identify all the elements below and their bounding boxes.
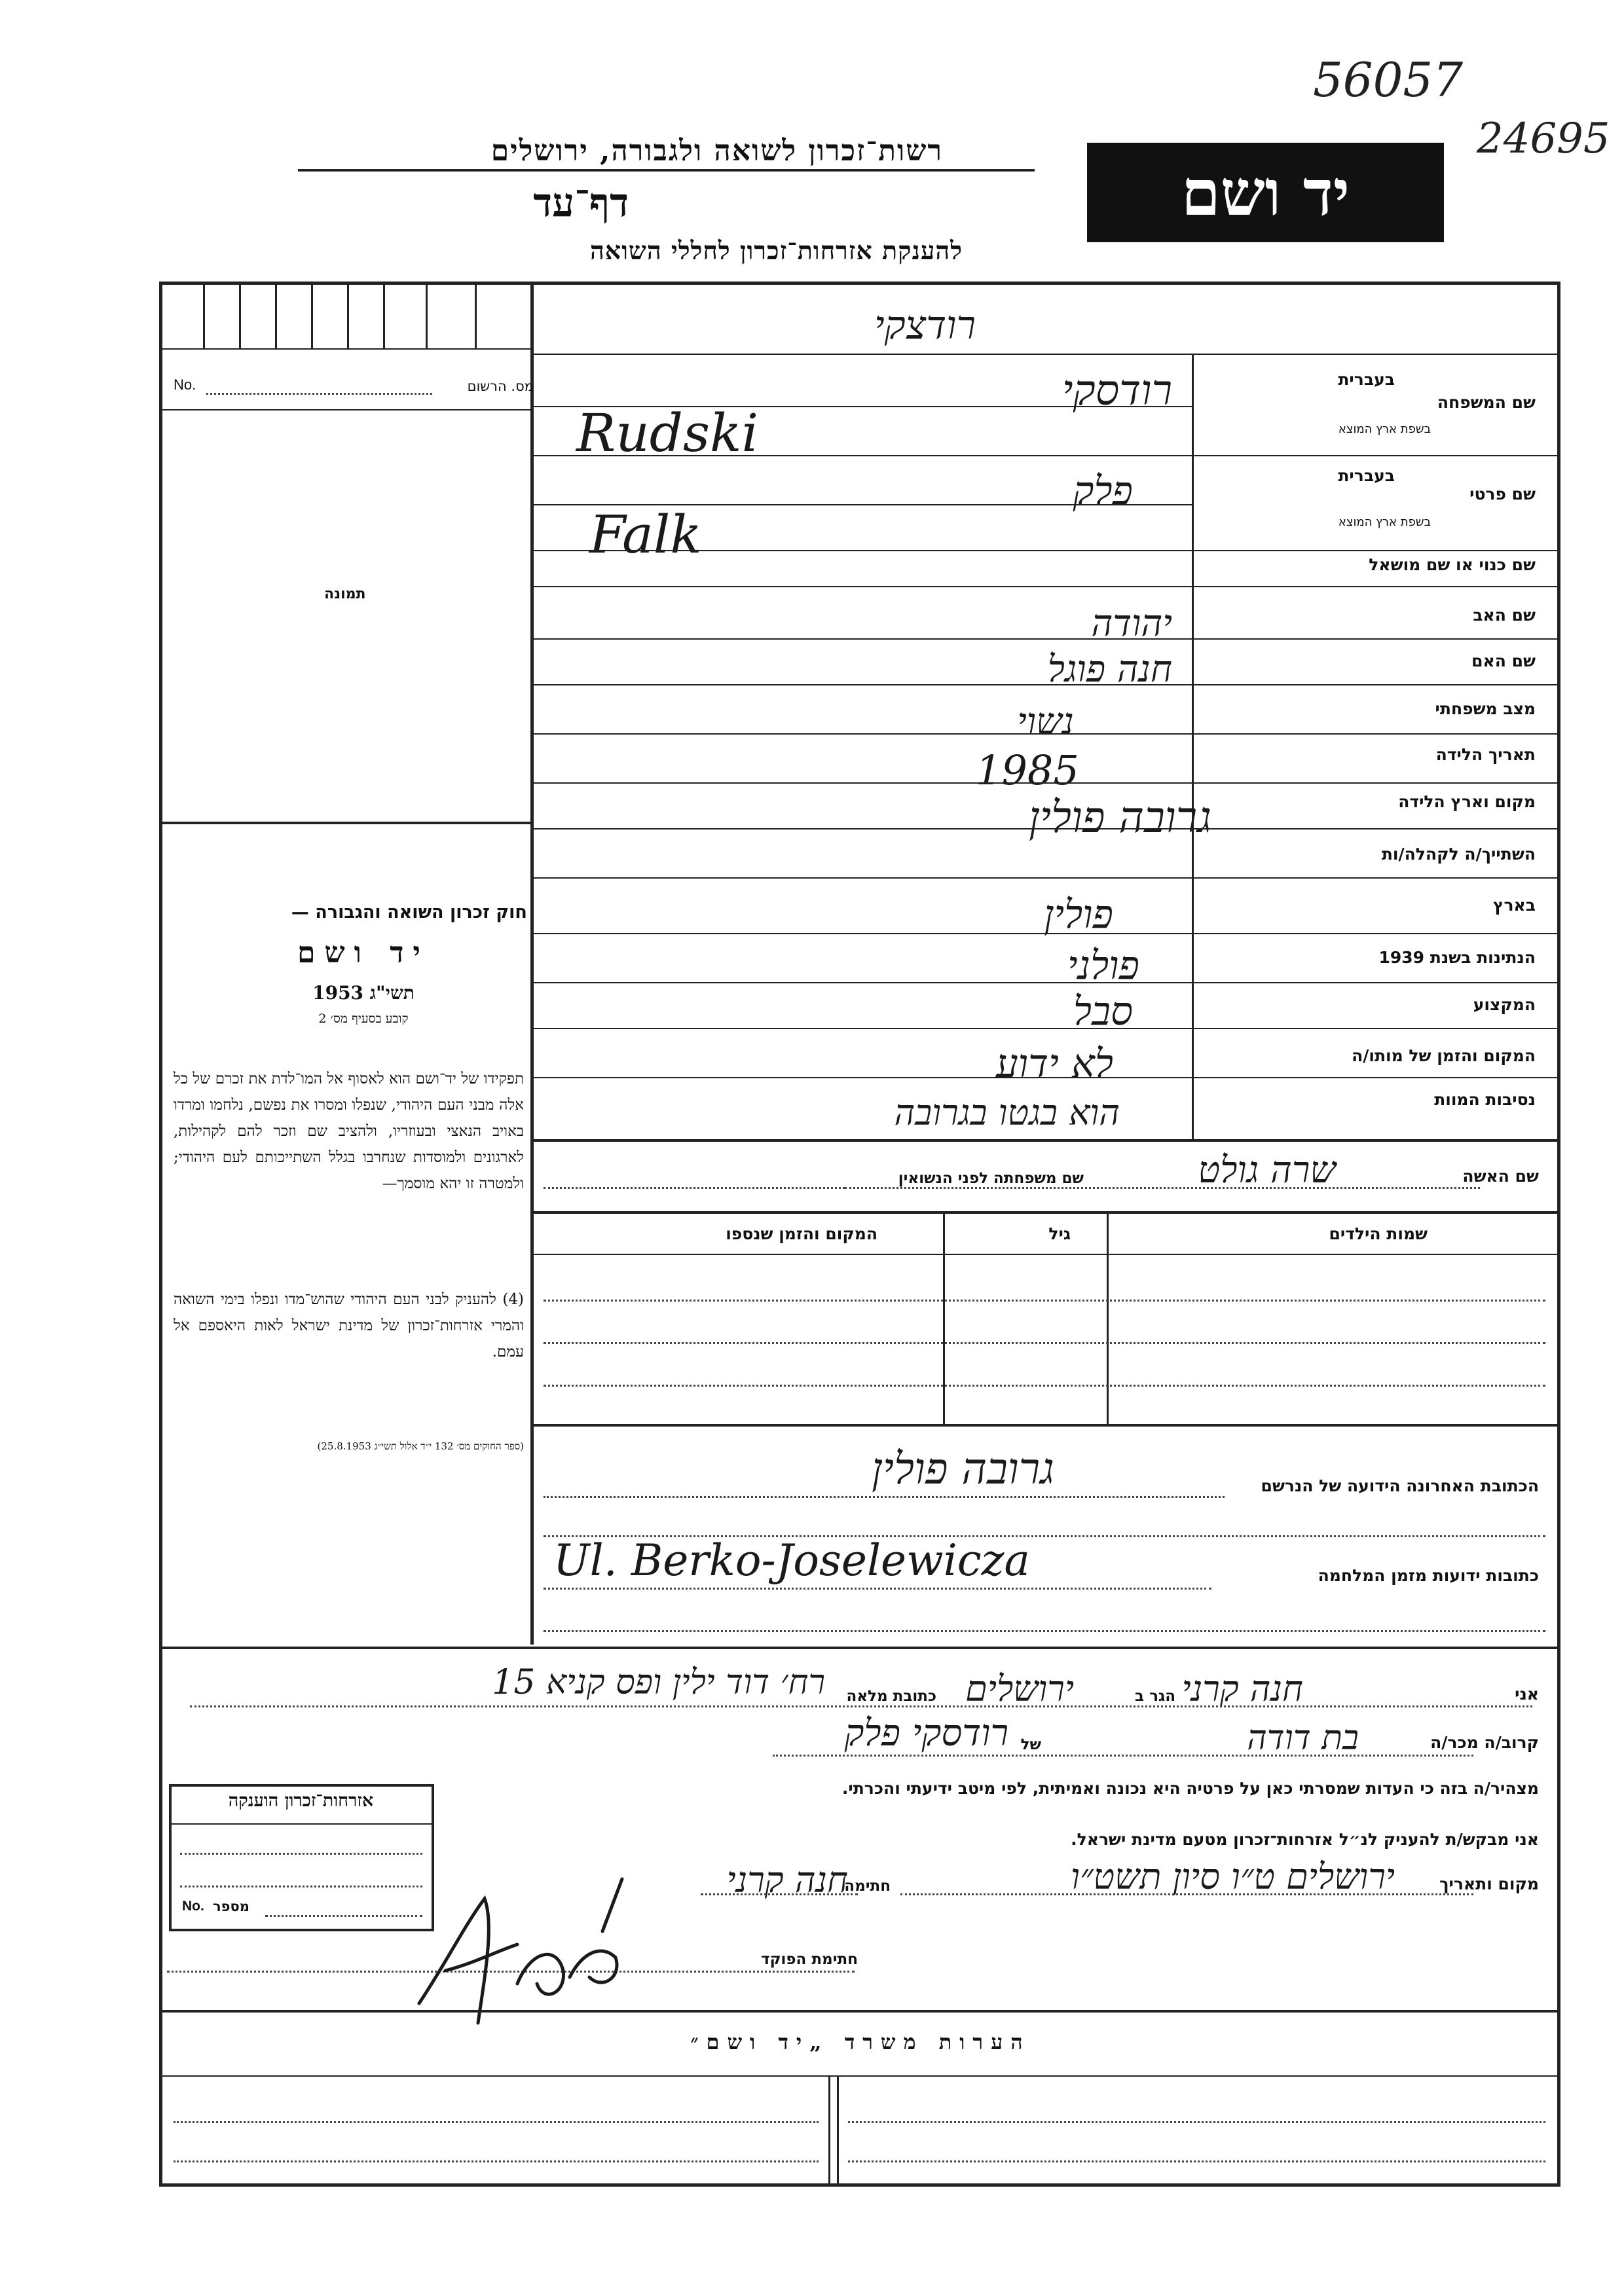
authority-underline bbox=[298, 169, 1035, 172]
row-line bbox=[530, 586, 1560, 587]
wartime-address-value: Ul. Berko-Joselewicza bbox=[553, 1535, 1030, 1586]
death-place-label: המקום והזמן של מותו/ה bbox=[1352, 1046, 1536, 1065]
given-name-label: שם פרטי bbox=[1469, 484, 1536, 503]
notes-col-line bbox=[837, 2075, 839, 2187]
law-clause: (4) להעניק לבני העם היהודי שהוש־מדו ונפלו בימי השואה והמרי אזרחות־זכרון של מדינת ישראל לאות היאספם אל עמם. bbox=[174, 1291, 524, 1360]
death-circumstances-label: נסיבות המוות bbox=[1434, 1090, 1536, 1109]
death-circumstances-value: הוא בגטו בגרובה bbox=[894, 1092, 1120, 1133]
yad-vashem-logo: יד ושם bbox=[1087, 143, 1444, 242]
marital-value: נשוי bbox=[1017, 701, 1074, 743]
relation-line[interactable] bbox=[773, 1755, 1473, 1757]
citizenship-number-label-en: No. bbox=[182, 1899, 204, 1914]
declarant-line[interactable] bbox=[190, 1705, 1532, 1707]
citizenship-label: הנתינות בשנת 1939 bbox=[1378, 948, 1536, 967]
stub-line bbox=[475, 283, 477, 348]
death-place-value: לא ידוע bbox=[995, 1041, 1113, 1087]
notes-row[interactable] bbox=[848, 2121, 1545, 2123]
wartime-address-label: כתובות ידועות מזמן המלחמה bbox=[1318, 1566, 1539, 1585]
row-line bbox=[530, 933, 1560, 934]
spouse-label: שם האשה bbox=[1462, 1167, 1539, 1186]
birth-date-label: תאריך הלידה bbox=[1435, 745, 1536, 764]
row-line bbox=[530, 877, 1560, 879]
top-entry: רודצקי bbox=[874, 302, 976, 348]
row-line bbox=[530, 684, 1560, 685]
law-section: קובע בסעיף מס׳ 2 bbox=[318, 1011, 409, 1026]
children-place-header: המקום והזמן שנספו bbox=[726, 1224, 877, 1243]
given-name-hebrew-value: פלק bbox=[1073, 468, 1133, 514]
stub-line bbox=[347, 283, 349, 348]
law-body: תפקידו של יד־ושם הוא לאסוף אל המו־לדת את זכרם של כל אלה מבני העם היהודי, שנפלו ומסרו את נפשם, נלחמו ומרדו באויב הנאצי ובעוזריו, ולהציב שם וזכר להם לקהילות, לארגונים ולמוסדות שנחרבו בגלל השתייכותם לעם היהודי; ולמטרה זו יהא מוסמך— bbox=[174, 1070, 525, 1192]
signature-label: חתימה bbox=[844, 1878, 891, 1895]
declarant-label: אני bbox=[1515, 1685, 1539, 1704]
place-date-label: מקום ותאריך bbox=[1439, 1874, 1539, 1893]
form-title: דף־עד bbox=[533, 180, 629, 226]
stub-bottom bbox=[160, 348, 530, 350]
declarant-address: רח׳ דוד ילין ופס קניא 15 bbox=[492, 1663, 825, 1702]
spouse-maiden-field[interactable] bbox=[544, 1187, 845, 1189]
given-name-hebrew-label: בעברית bbox=[1338, 466, 1395, 485]
birth-place-label: מקום וארץ הלידה bbox=[1398, 792, 1536, 811]
surname-label: שם המשפחה bbox=[1437, 393, 1536, 412]
row-line bbox=[530, 550, 1560, 551]
children-header-line bbox=[530, 1254, 1560, 1255]
of-label: של bbox=[1020, 1736, 1041, 1753]
children-row[interactable] bbox=[544, 1300, 1545, 1302]
last-address-field[interactable] bbox=[544, 1496, 1225, 1498]
birth-date-value: 1985 bbox=[976, 746, 1079, 794]
stub-line bbox=[426, 283, 428, 348]
archive-number-primary: 56057 bbox=[1313, 52, 1464, 107]
given-name-latin-value: Falk bbox=[589, 504, 702, 565]
section-divider bbox=[160, 2010, 1560, 2013]
citizenship-box-title: אזרחות־זכרון הוענקה bbox=[228, 1791, 374, 1811]
place-date-line[interactable] bbox=[900, 1893, 1473, 1895]
photo-label: תמונה bbox=[324, 586, 366, 602]
stub-line bbox=[383, 283, 385, 348]
wartime-address-field-2[interactable] bbox=[544, 1630, 1545, 1632]
office-notes-title: הערות משרד „יד ושם״ bbox=[690, 2030, 1031, 2054]
father-label: שם האב bbox=[1473, 606, 1536, 625]
profession-label: המקצוע bbox=[1473, 995, 1536, 1014]
notes-row[interactable] bbox=[174, 2121, 819, 2123]
wartime-address-field[interactable] bbox=[544, 1588, 1211, 1590]
citizenship-number-label-he: מספר bbox=[213, 1899, 249, 1914]
archive-number-secondary: 24695 bbox=[1477, 115, 1610, 163]
row-line bbox=[530, 638, 1560, 640]
community-label: השתייך/ה לקהלה/ות bbox=[1381, 845, 1536, 864]
children-row[interactable] bbox=[544, 1385, 1545, 1387]
request-statement: אני מבקש/ת להעניק לנ״ל אזרחות־זכרון מטעם מדינת ישראל. bbox=[1071, 1830, 1539, 1849]
stub-line bbox=[275, 283, 277, 348]
officer-signature-label: חתימת הפוקד bbox=[761, 1951, 858, 1968]
children-row[interactable] bbox=[544, 1342, 1545, 1344]
mother-label: שם האם bbox=[1471, 651, 1536, 670]
stub-line bbox=[239, 283, 241, 348]
relation-label: קרוב/ה מכר/ה bbox=[1430, 1733, 1539, 1752]
children-names-header: שמות הילדים bbox=[1329, 1224, 1428, 1243]
mother-value: חנה פוגל bbox=[1047, 648, 1172, 691]
place-date-value: ירושלים ט״ו סיון תשט״ו bbox=[1071, 1856, 1395, 1897]
row-line bbox=[530, 828, 1560, 829]
law-heading: חוק זכרון השואה והגבורה — bbox=[291, 902, 527, 922]
children-col-line bbox=[1107, 1211, 1109, 1424]
law-reference: (ספר החוקים מס׳ 132 י״ד אלול תשי״ג 25.8.1953) bbox=[317, 1440, 524, 1452]
left-column-divider bbox=[530, 283, 534, 1645]
citizenship-number-field[interactable] bbox=[265, 1915, 422, 1917]
registration-bottom bbox=[160, 409, 530, 410]
row-line bbox=[530, 354, 1560, 355]
full-address-label: כתובת מלאה bbox=[846, 1688, 936, 1705]
photo-bottom bbox=[160, 822, 530, 824]
country-value: פולין bbox=[1044, 892, 1113, 938]
surname-hebrew-label: בעברית bbox=[1338, 370, 1395, 389]
given-name-origin-label: בשפת ארץ המוצא bbox=[1338, 515, 1431, 529]
declarant-signature: חנה קרני bbox=[726, 1859, 848, 1901]
notes-row[interactable] bbox=[848, 2160, 1545, 2162]
spouse-value: שרה גולט bbox=[1198, 1149, 1336, 1192]
surname-hebrew-value: רודסקי bbox=[1061, 367, 1172, 415]
citizenship-box-row[interactable] bbox=[180, 1886, 422, 1887]
section-divider bbox=[530, 1139, 1560, 1142]
row-line bbox=[530, 455, 1560, 456]
authority-title: רשות־זכרון לשואה ולגבורה, ירושלים bbox=[490, 134, 943, 168]
children-age-header: גיל bbox=[1048, 1224, 1071, 1243]
of-value: רודסקי פלק bbox=[844, 1712, 1008, 1755]
spouse-maiden-label: שם משפחתה לפני הנשואין bbox=[898, 1170, 1084, 1187]
last-address-label: הכתובת האחרונה הידועה של הנרשם bbox=[1261, 1476, 1539, 1495]
truth-statement: מצהיר/ה בזה כי העדות שמסרתי כאן על פרטיה היא נכונה ואמיתית, לפי מיטב ידיעתי והכרתי. bbox=[841, 1779, 1539, 1798]
row-line bbox=[530, 733, 1560, 735]
section-divider bbox=[530, 1424, 1560, 1427]
officer-signature-scribble bbox=[406, 1853, 655, 2043]
country-label: בארץ bbox=[1492, 896, 1536, 915]
label-column-divider bbox=[1192, 354, 1194, 1139]
form-subtitle: להענקת אזרחות־זכרון לחללי השואה bbox=[589, 236, 963, 265]
surname-origin-label: בשפת ארץ המוצא bbox=[1338, 422, 1431, 436]
citizenship-value: פולני bbox=[1067, 943, 1139, 989]
living-in-label: הגר ב bbox=[1135, 1688, 1175, 1705]
children-col-line bbox=[943, 1211, 945, 1424]
registration-label: מס. הרשום bbox=[467, 378, 534, 394]
birth-place-value: גרובה פולין bbox=[1028, 792, 1211, 843]
row-line bbox=[530, 1028, 1560, 1029]
relation-value: בת דודה bbox=[1247, 1719, 1359, 1758]
declarant-name: חנה קרני bbox=[1181, 1668, 1303, 1709]
law-name: יד ושם bbox=[297, 936, 430, 970]
row-line bbox=[530, 1077, 1560, 1078]
registration-number-field[interactable] bbox=[206, 393, 432, 395]
signature-line[interactable] bbox=[701, 1893, 858, 1895]
last-address-value: גרובה פולין bbox=[871, 1444, 1054, 1494]
notes-line bbox=[160, 2075, 1560, 2077]
surname-latin-value: Rudski bbox=[576, 403, 759, 464]
notes-row[interactable] bbox=[174, 2160, 819, 2162]
registration-label-en: No. bbox=[174, 376, 196, 393]
marital-label: מצב משפחתי bbox=[1435, 699, 1536, 718]
father-value: יהודה bbox=[1091, 602, 1172, 645]
citizenship-box-line bbox=[169, 1823, 434, 1825]
spouse-field[interactable] bbox=[845, 1187, 1480, 1189]
stub-line bbox=[311, 283, 313, 348]
section-divider bbox=[160, 1647, 1560, 1649]
citizenship-box-row[interactable] bbox=[180, 1853, 422, 1855]
declarant-city: ירושלים bbox=[965, 1668, 1074, 1709]
nickname-label: שם כנוי או שם מושאל bbox=[1369, 555, 1536, 574]
row-line bbox=[530, 782, 1560, 784]
profession-value: סבל bbox=[1073, 989, 1133, 1034]
stub-line bbox=[203, 283, 205, 348]
row-line bbox=[530, 982, 1560, 983]
law-year: תשי"ג 1953 bbox=[312, 982, 415, 1004]
section-divider bbox=[530, 1211, 1560, 1214]
notes-col-line bbox=[828, 2075, 830, 2187]
